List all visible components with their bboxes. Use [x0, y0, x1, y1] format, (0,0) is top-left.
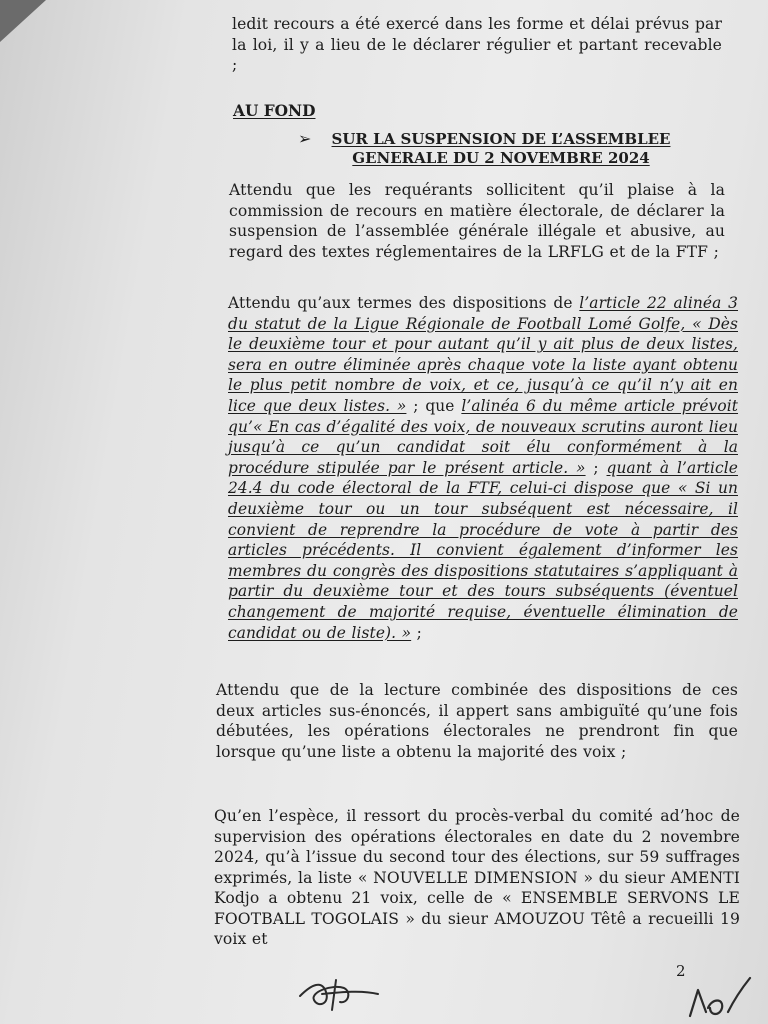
paragraph-4: Qu’en l’espèce, il ressort du procès-verbal du comité ad’hoc de supervision des opérations électorales en date du 2 novembre 2024, qu’à l’issue du second tour des élections, sur 59 suffrages exprimés, la liste « NOUVELLE DIMENSION » du sieur AMENTI Kodjo a obtenu 21 voix, celle de « ENSEMBLE SERVONS LE FOOTBALL TOGOLAIS » du sieur AMOUZOU Têtê a recueilli 19 voix et [214, 807, 740, 948]
paragraph-2-tail: ; [411, 623, 422, 642]
paragraph-2-lead: Attendu qu’aux termes des dispositions de [228, 294, 580, 312]
paragraph-2 [228, 293, 738, 643]
paragraph-3: Attendu que de la lecture combinée des dispositions de ces deux articles sus-énoncés, il appert sans ambiguïté qu’une fois débutées, les opérations électorales ne prendront fin que lorsque qu’une liste a obtenu la majorité des voix ; [216, 681, 738, 761]
paragraph-2-connector-1: ; que [406, 396, 462, 415]
page-corner-fold [0, 0, 46, 42]
paragraph-1: Attendu que les requérants sollicitent qu’il plaise à la commission de recours en matière électorale, de déclarer la suspension de l’assemblée générale illégale et abusive, au regard des textes réglementaires de la LRFLG et de la FTF ; [229, 181, 725, 261]
subheading-line-2: GENERALE DU 2 NOVEMBRE 2024 [352, 149, 650, 167]
quote-article-22-alinea-6: l’alinéa 6 du même article prévoit qu’« En cas d’égalité des voix, de nouveaux scrutins auront lieu jusqu’à ce qu’un candidat soit élu conformément à la procédure stipulée par le présent article. » [228, 396, 739, 477]
signature-mark [292, 970, 382, 1016]
section-heading: AU FOND [233, 102, 316, 120]
arrow-bullet-icon: ➢ [298, 129, 312, 148]
paragraph-2-connector-2: ; [585, 458, 607, 477]
initials-mark [684, 972, 754, 1022]
quote-article-22-alinea-3: l’article 22 alinéa 3 du statut de la Ligue Régionale de Football Lomé Golfe, « Dès le deuxième tour et pour autant qu’il y ait plus de deux listes, sera en outre éliminée après chaque vote la liste ayant obtenu le plus petit nombre de voix, et ce, jusqu’à ce qu’il n’y ait en lice que deux listes. » [228, 294, 738, 415]
page-number: 2 [676, 962, 686, 980]
quote-article-24-4: quant à l’article 24.4 du code électoral de la FTF, celui-ci dispose que « Si un deuxième tour ou un tour subséquent est nécessaire, il convient de reprendre la procédure de vote à partir des articles précédents. Il convient également d’informer les membres du congrès des dispositions statutaires s’appliquant à partir du deuxième tour et des tours subséquents (éventuel changement de majorité requise, éventuelle élimination de candidat ou de liste). » [228, 458, 738, 642]
intro-paragraph: ledit recours a été exercé dans les forme et délai prévus par la loi, il y a lieu de le déclarer régulier et partant recevable ; [232, 15, 722, 74]
subheading [316, 130, 686, 168]
subheading-line-1: SUR LA SUSPENSION DE L’ASSEMBLEE [331, 130, 671, 148]
